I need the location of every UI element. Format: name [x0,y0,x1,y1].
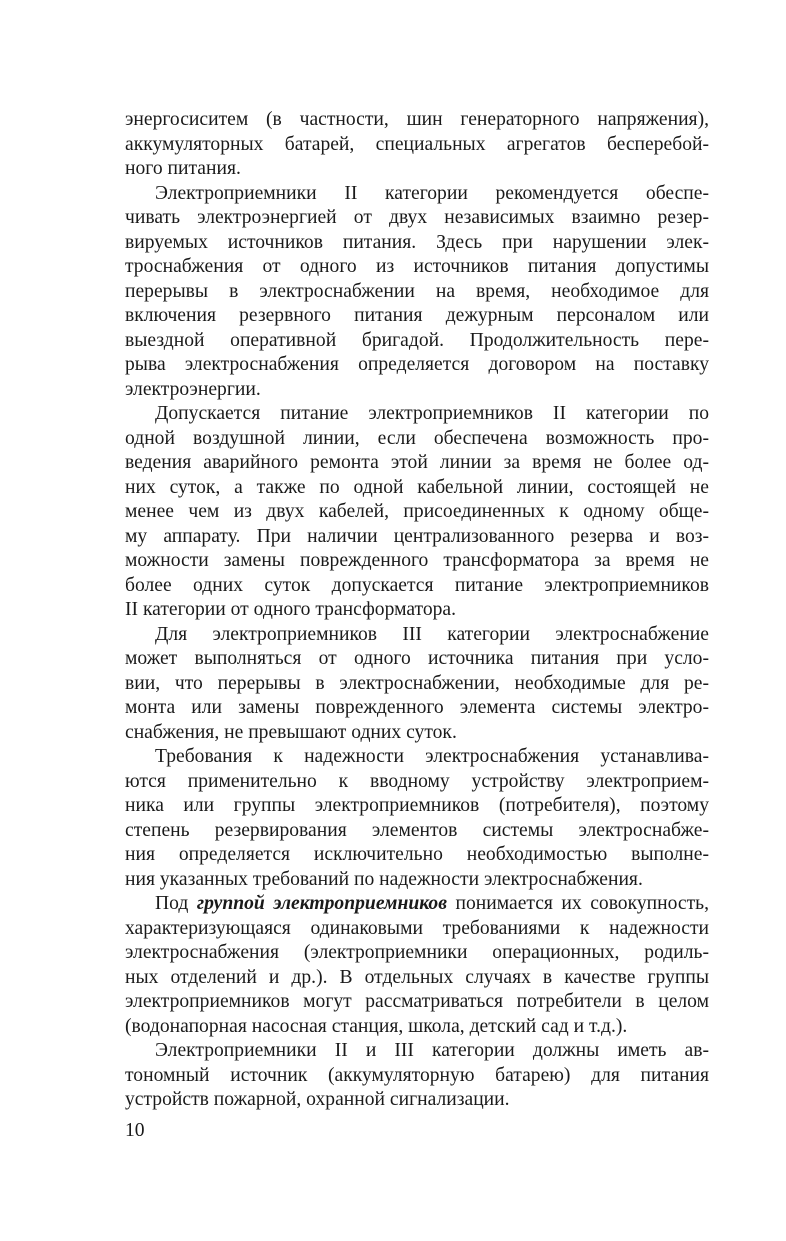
text-line: электроприемников могут рассматриваться потребители в целом [125,991,709,1012]
text-line: Электроприемники II категории рекомендуется обеспе- [155,182,709,204]
text-line: устройств пожарной, охранной сигнализации. [125,1089,510,1110]
paragraph [125,182,709,403]
text-line: электроэнергии. [125,378,261,400]
text-line: может выполняться от одного источника питания при усло- [125,648,709,669]
text-line: ния определяется исключительно необходимостью выполне- [125,844,709,865]
text-line: ния указанных требований по надежности электроснабжения. [125,868,643,890]
text-line: снабжения, не превышают одних суток. [125,721,457,743]
text-line: электроснабжения (электроприемники операционных, родиль- [125,942,709,963]
text-line: одной воздушной линии, если обеспечена возможность про- [125,427,709,449]
paragraph [125,108,709,182]
text-line: троснабжения от одного из источников питания допустимы [125,256,709,277]
text-line: более одних суток допускается питание электроприемников [125,574,709,596]
text-line: них суток, а также по одной кабельной линии, состоящей не [125,476,709,498]
text-line: му аппарату. При наличии централизованного резерва и воз- [125,525,709,547]
text-line: характеризующаяся одинаковыми требованиями к надежности [125,917,709,939]
text-line: включения резервного питания дежурным персоналом или [125,305,709,326]
text-line: аккумуляторных батарей, специальных агрегатов бесперебой- [125,133,709,155]
text-run: Под [155,893,197,914]
text-line: тономный источник (аккумуляторную батарею) для питания [125,1064,709,1086]
paragraph [125,402,709,623]
text-line: энергосиситем (в частности, шин генераторного напряжения), [125,109,709,130]
text-run: понимается их совокупность, [446,893,709,914]
text-line: Для электроприемников III категории электроснабжение [155,623,709,645]
text-line: вии, что перерывы в электроснабжении, необходимые для ре- [125,672,709,694]
text-line: монта или замены поврежденного элемента системы электро- [125,697,709,718]
paragraph [125,745,709,892]
text-line: можности замены поврежденного трансформатора за время не [125,550,709,571]
text-line: Допускается питание электроприемников II категории по [155,403,709,424]
text-line: II категории от одного трансформатора. [125,599,457,620]
text-line: (водонапорная насосная станция, школа, детский сад и т.д.). [125,1015,628,1037]
paragraph [125,892,709,1039]
text-line: перерывы в электроснабжении на время, необходимое для [125,280,709,302]
text-line [125,892,709,917]
text-line: чивать электроэнергией от двух независимых взаимно резер- [125,207,709,228]
text-line: менее чем из двух кабелей, присоединенных к одному обще- [125,501,709,522]
text-line: степень резервирования элементов системы электроснабже- [125,819,709,841]
paragraph [125,623,709,746]
text-line: выездной оперативной бригадой. Продолжительность пере- [125,329,709,351]
text-line: ных отделений и др.). В отдельных случаях в качестве группы [125,966,709,988]
defined-term: группой электроприемников [196,893,447,914]
page-number: 10 [125,1120,145,1141]
text-line: ного питания. [125,158,241,179]
text-line: Электроприемники II и III категории должны иметь ав- [155,1040,709,1061]
text-line: ника или группы электроприемников (потребителя), поэтому [125,795,709,816]
text-line: рыва электроснабжения определяется договором на поставку [125,354,709,375]
paragraph [125,1039,709,1113]
text-line: Требования к надежности электроснабжения устанавлива- [155,746,709,767]
text-line: ведения аварийного ремонта этой линии за время не более од- [125,452,709,473]
text-line: ются применительно к вводному устройству электроприем- [125,770,709,792]
body-text [125,108,709,1113]
text-line: вируемых источников питания. Здесь при нарушении элек- [125,231,709,253]
